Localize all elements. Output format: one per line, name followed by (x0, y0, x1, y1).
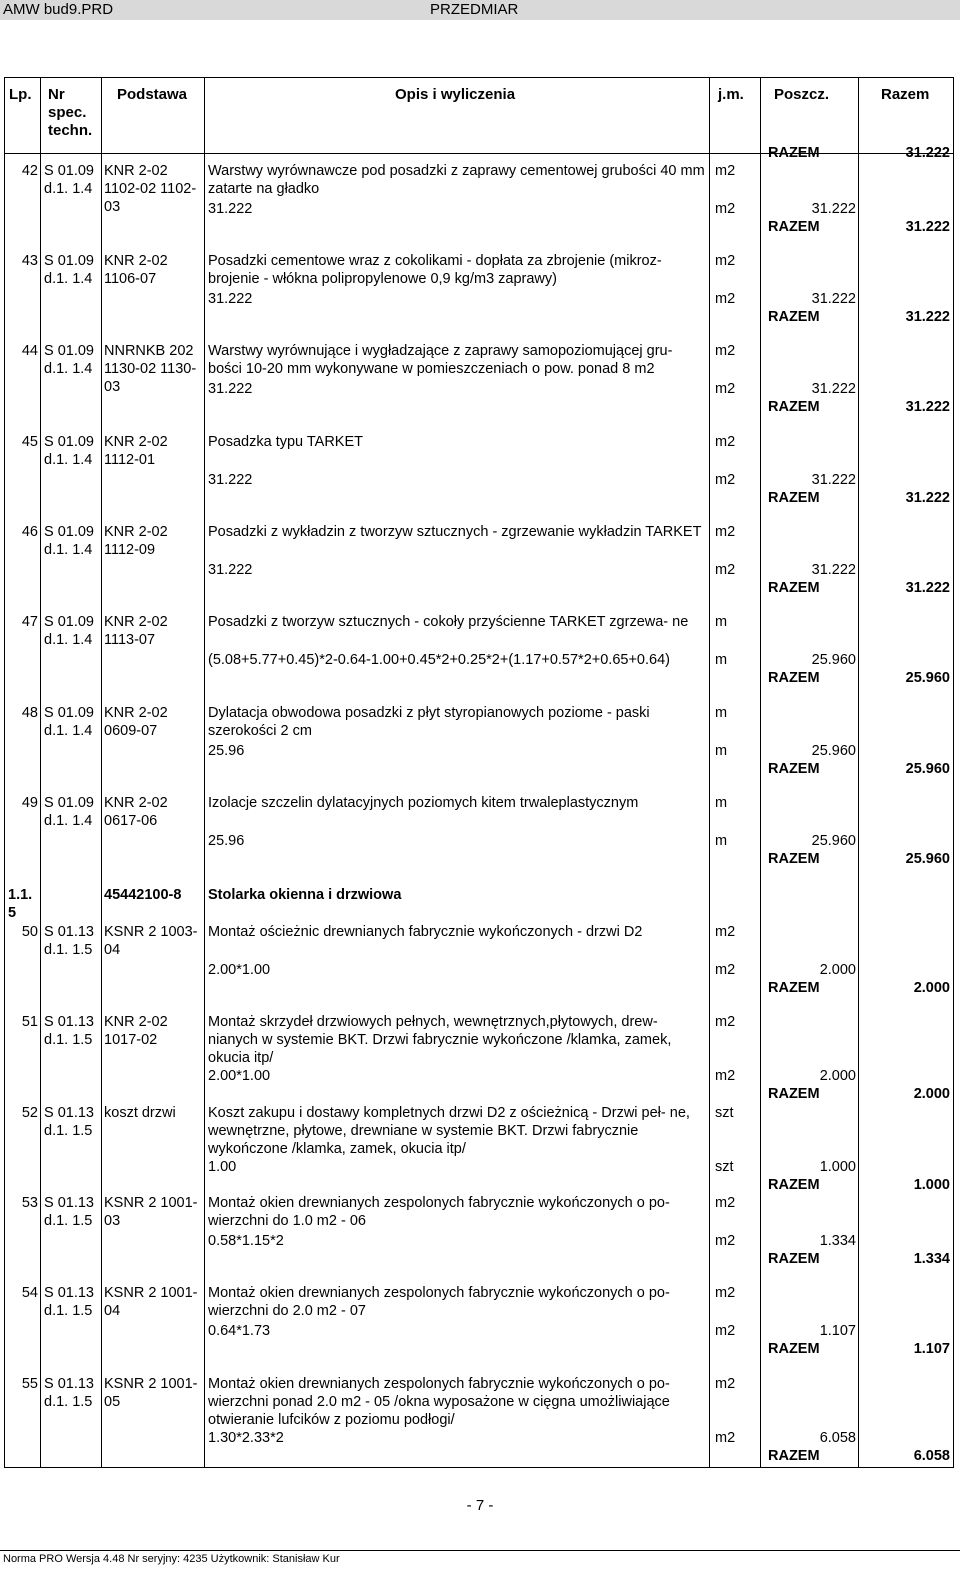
item-lp: 55 (21, 1376, 38, 1392)
item-poszcz: 25.960 (811, 743, 856, 759)
item-calc-unit: m2 (715, 472, 736, 488)
item-spec: S 01.09 d.1. 1.4 (44, 163, 94, 197)
item-poszcz: 1.107 (819, 1323, 856, 1339)
item-podstawa: KNR 2-02 1017-02 (104, 1014, 168, 1048)
item-calc-unit: m2 (715, 562, 736, 578)
item-razem-label: RAZEM (768, 851, 820, 867)
item-razem-label: RAZEM (768, 1177, 820, 1193)
item-calc: 31.222 (208, 381, 253, 397)
item-opis: Koszt zakupu i dostawy kompletnych drzwi D2 z ościeżnicą - Drzwi peł- ne, wewnętrzne, płytowe, drewniane w systemie BKT. Drzwi fabrycznie wykończone /klamka, zamek, okucia itp/ (208, 1105, 690, 1157)
item-calc: (5.08+5.77+0.45)*2-0.64-1.00+0.45*2+0.25*2+(1.17+0.57*2+0.65+0.64) (208, 652, 670, 668)
item-opis: Montaż okien drewnianych zespolonych fabrycznie wykończonych o po- wierzchni do 2.0 m2 - 07 (208, 1285, 670, 1319)
item-poszcz: 31.222 (811, 472, 856, 488)
item-podstawa: KSNR 2 1001-05 (104, 1376, 198, 1410)
item-spec: S 01.13 d.1. 1.5 (44, 1376, 94, 1410)
item-calc-unit: m2 (715, 1323, 736, 1339)
item-razem: 31.222 (905, 490, 950, 506)
file-name: AMW bud9.PRD (3, 1, 114, 18)
item-spec: S 01.09 d.1. 1.4 (44, 795, 94, 829)
item-jm: m (715, 614, 728, 630)
item-razem-label: RAZEM (768, 309, 820, 325)
item-calc-unit: m2 (715, 962, 736, 978)
section-code: 1.1. 5 (8, 887, 33, 921)
item-razem: 25.960 (905, 851, 950, 867)
item-calc-unit: m (715, 743, 728, 759)
item-poszcz: 2.000 (819, 1068, 856, 1084)
item-calc: 31.222 (208, 201, 253, 217)
item-spec: S 01.09 d.1. 1.4 (44, 343, 94, 377)
footer-info: Norma PRO Wersja 4.48 Nr seryjny: 4235 Użytkownik: Stanisław Kur (3, 1553, 340, 1565)
item-jm: m2 (715, 253, 736, 269)
item-calc: 31.222 (208, 291, 253, 307)
col-lp: Lp. (9, 86, 32, 103)
item-lp: 50 (21, 924, 38, 940)
item-opis: Posadzki cementowe wraz z cokolikami - dopłata za zbrojenie (mikroz- brojenie - włókna polipropylenowe 0,9 kg/m3 zaprawy) (208, 253, 662, 287)
item-opis: Montaż okien drewnianych zespolonych fabrycznie wykończonych o po- wierzchni ponad 2.0 m2 - 05 /okna wyposażone w cięgna umożliwiające otwieranie lufcików z poziomu podłogi/ (208, 1376, 670, 1428)
item-lp: 43 (21, 253, 38, 269)
section-title: Stolarka okienna i drzwiowa (208, 887, 402, 903)
item-calc-unit: szt (715, 1159, 734, 1175)
item-calc-unit: m2 (715, 1068, 736, 1084)
item-poszcz: 31.222 (811, 562, 856, 578)
item-opis: Izolacje szczelin dylatacyjnych poziomych kitem trwaleplastycznym (208, 795, 639, 811)
item-calc-unit: m (715, 833, 728, 849)
page-number: - 7 - (466, 1497, 494, 1514)
item-opis: Posadzki z wykładzin z tworzyw sztucznych - zgrzewanie wykładzin TARKET (208, 524, 702, 540)
item-lp: 46 (21, 524, 38, 540)
carry-razem-label: RAZEM (768, 145, 820, 161)
item-razem-label: RAZEM (768, 1086, 820, 1102)
item-podstawa: KNR 2-02 1113-07 (104, 614, 168, 648)
item-calc-unit: m (715, 652, 728, 668)
item-podstawa: koszt drzwi (104, 1105, 176, 1121)
item-podstawa: KNR 2-02 0609-07 (104, 705, 168, 739)
item-opis: Montaż okien drewnianych zespolonych fabrycznie wykończonych o po- wierzchni do 1.0 m2 - 06 (208, 1195, 670, 1229)
item-podstawa: KSNR 2 1001-03 (104, 1195, 198, 1229)
col-opis: Opis i wyliczenia (395, 86, 516, 103)
item-spec: S 01.09 d.1. 1.4 (44, 524, 94, 558)
item-razem-label: RAZEM (768, 399, 820, 415)
item-razem-label: RAZEM (768, 580, 820, 596)
item-calc-unit: m2 (715, 1233, 736, 1249)
item-jm: m2 (715, 524, 736, 540)
item-podstawa: KNR 2-02 0617-06 (104, 795, 168, 829)
item-calc-unit: m2 (715, 381, 736, 397)
item-jm: m2 (715, 1195, 736, 1211)
item-opis: Posadzki z tworzyw sztucznych - cokoły przyścienne TARKET zgrzewa- ne (208, 614, 689, 630)
item-jm: m2 (715, 924, 736, 940)
item-poszcz: 6.058 (819, 1430, 856, 1446)
item-calc: 1.30*2.33*2 (208, 1430, 284, 1446)
item-razem-label: RAZEM (768, 1251, 820, 1267)
item-spec: S 01.13 d.1. 1.5 (44, 1014, 94, 1048)
section-podstawa: 45442100-8 (104, 887, 182, 903)
item-lp: 45 (21, 434, 38, 450)
item-razem-label: RAZEM (768, 219, 820, 235)
item-razem-label: RAZEM (768, 490, 820, 506)
col-jm: j.m. (718, 86, 744, 103)
item-opis: Posadzka typu TARKET (208, 434, 364, 450)
item-razem: 1.334 (913, 1251, 950, 1267)
item-poszcz: 25.960 (811, 652, 856, 668)
item-razem: 25.960 (905, 761, 950, 777)
item-jm: szt (715, 1105, 734, 1121)
item-lp: 48 (21, 705, 38, 721)
item-razem-label: RAZEM (768, 1341, 820, 1357)
item-calc: 0.64*1.73 (208, 1323, 271, 1339)
item-calc-unit: m2 (715, 201, 736, 217)
item-razem: 31.222 (905, 219, 950, 235)
col-nr-spec: Nr spec. techn. (48, 86, 93, 139)
item-spec: S 01.09 d.1. 1.4 (44, 434, 94, 468)
item-spec: S 01.13 d.1. 1.5 (44, 924, 94, 958)
item-spec: S 01.13 d.1. 1.5 (44, 1285, 94, 1319)
item-razem: 2.000 (913, 1086, 950, 1102)
item-lp: 44 (21, 343, 38, 359)
item-lp: 47 (21, 614, 38, 630)
item-podstawa: KSNR 2 1001-04 (104, 1285, 198, 1319)
item-spec: S 01.09 d.1. 1.4 (44, 614, 94, 648)
item-calc-unit: m2 (715, 1430, 736, 1446)
item-razem-label: RAZEM (768, 980, 820, 996)
item-calc-unit: m2 (715, 291, 736, 307)
item-opis: Warstwy wyrównawcze pod posadzki z zaprawy cementowej grubości 40 mm zatarte na gładko (208, 163, 705, 197)
item-spec: S 01.09 d.1. 1.4 (44, 253, 94, 287)
item-razem: 2.000 (913, 980, 950, 996)
item-spec: S 01.09 d.1. 1.4 (44, 705, 94, 739)
item-razem: 25.960 (905, 670, 950, 686)
item-podstawa: KNR 2-02 1112-01 (104, 434, 168, 468)
item-podstawa: NNRNKB 202 1130-02 1130-03 (104, 343, 197, 395)
item-poszcz: 1.000 (819, 1159, 856, 1175)
item-razem: 1.107 (913, 1341, 950, 1357)
item-razem: 31.222 (905, 399, 950, 415)
item-lp: 52 (21, 1105, 38, 1121)
item-jm: m (715, 795, 728, 811)
item-lp: 42 (21, 163, 38, 179)
item-jm: m2 (715, 1285, 736, 1301)
item-poszcz: 2.000 (819, 962, 856, 978)
item-poszcz: 25.960 (811, 833, 856, 849)
item-lp: 49 (21, 795, 38, 811)
item-podstawa: KNR 2-02 1102-02 1102-03 (104, 163, 197, 215)
item-calc: 2.00*1.00 (208, 962, 271, 978)
item-razem: 31.222 (905, 309, 950, 325)
item-calc: 2.00*1.00 (208, 1068, 271, 1084)
col-poszcz: Poszcz. (774, 86, 830, 103)
item-lp: 53 (21, 1195, 38, 1211)
item-jm: m2 (715, 1014, 736, 1030)
item-razem-label: RAZEM (768, 761, 820, 777)
item-opis: Montaż skrzydeł drzwiowych pełnych, wewnętrznych,płytowych, drew- nianych w systemie BKT. Drzwi fabrycznie wykończone /klamka, zamek, okucia itp/ (208, 1014, 672, 1066)
window-title-bar (0, 0, 960, 20)
item-opis: Montaż ościeżnic drewnianych fabrycznie wykończonych - drzwi D2 (208, 924, 643, 940)
item-spec: S 01.13 d.1. 1.5 (44, 1195, 94, 1229)
item-lp: 54 (21, 1285, 38, 1301)
item-razem-label: RAZEM (768, 1448, 820, 1464)
item-poszcz: 31.222 (811, 201, 856, 217)
item-poszcz: 1.334 (819, 1233, 856, 1249)
item-podstawa: KNR 2-02 1106-07 (104, 253, 168, 287)
carry-razem-value: 31.222 (905, 145, 950, 161)
item-opis: Warstwy wyrównujące i wygładzające z zaprawy samopoziomującej gru- bości 10-20 mm wykonywane w pomieszczeniach o pow. ponad 8 m2 (208, 343, 673, 377)
item-lp: 51 (21, 1014, 38, 1030)
item-calc: 25.96 (208, 743, 245, 759)
item-razem: 6.058 (913, 1448, 950, 1464)
col-razem: Razem (881, 86, 930, 103)
item-razem-label: RAZEM (768, 670, 820, 686)
item-poszcz: 31.222 (811, 381, 856, 397)
item-calc: 31.222 (208, 562, 253, 578)
document-title: PRZEDMIAR (430, 1, 519, 18)
col-podstawa: Podstawa (117, 86, 188, 103)
item-jm: m2 (715, 1376, 736, 1392)
item-razem: 1.000 (913, 1177, 950, 1193)
item-spec: S 01.13 d.1. 1.5 (44, 1105, 94, 1139)
item-jm: m2 (715, 434, 736, 450)
item-razem: 31.222 (905, 580, 950, 596)
item-jm: m2 (715, 343, 736, 359)
item-jm: m2 (715, 163, 736, 179)
item-calc: 1.00 (208, 1159, 237, 1175)
item-opis: Dylatacja obwodowa posadzki z płyt styropianowych poziome - paski szerokości 2 cm (208, 705, 650, 739)
item-calc: 25.96 (208, 833, 245, 849)
item-calc: 0.58*1.15*2 (208, 1233, 284, 1249)
item-podstawa: KNR 2-02 1112-09 (104, 524, 168, 558)
item-poszcz: 31.222 (811, 291, 856, 307)
item-jm: m (715, 705, 728, 721)
item-podstawa: KSNR 2 1003-04 (104, 924, 198, 958)
item-calc: 31.222 (208, 472, 253, 488)
